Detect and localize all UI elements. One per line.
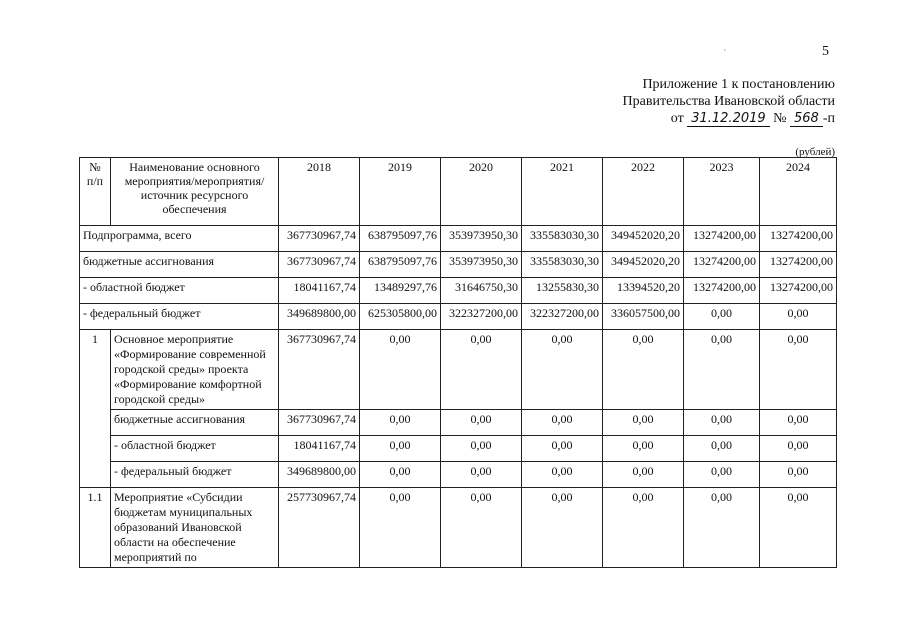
cell-value: 0,00 <box>522 488 603 568</box>
cell-value: 0,00 <box>603 462 684 488</box>
number-label: № <box>773 111 787 126</box>
cell-value: 367730967,74 <box>279 252 360 278</box>
row-label: - федеральный бюджет <box>111 462 279 488</box>
cell-value: 367730967,74 <box>279 226 360 252</box>
col-header-year: 2024 <box>760 158 837 226</box>
cell-value: 0,00 <box>360 462 441 488</box>
table-row <box>80 278 837 304</box>
cell-value: 13394520,20 <box>603 278 684 304</box>
cell-value: 367730967,74 <box>279 410 360 436</box>
budget-table <box>79 157 837 568</box>
header-line-2: Правительства Ивановской области <box>622 94 835 109</box>
row-index: 1 <box>80 330 111 488</box>
row-label: бюджетные ассигнования <box>80 252 279 278</box>
cell-value: 0,00 <box>603 488 684 568</box>
handwritten-number: 568 <box>790 112 823 127</box>
handwritten-date: 31.12.2019 <box>687 112 769 127</box>
cell-value: 31646750,30 <box>441 278 522 304</box>
cell-value: 257730967,74 <box>279 488 360 568</box>
from-label: от <box>670 111 684 126</box>
document-header <box>623 76 835 127</box>
row-label: бюджетные ассигнования <box>111 410 279 436</box>
cell-value: 13274200,00 <box>684 278 760 304</box>
cell-value: 335583030,30 <box>522 252 603 278</box>
cell-value: 0,00 <box>441 330 522 410</box>
cell-value: 0,00 <box>684 436 760 462</box>
cell-value: 0,00 <box>684 410 760 436</box>
cell-value: 0,00 <box>603 330 684 410</box>
cell-value: 0,00 <box>522 436 603 462</box>
cell-value: 13489297,76 <box>360 278 441 304</box>
cell-value: 349689800,00 <box>279 304 360 330</box>
cell-value: 625305800,00 <box>360 304 441 330</box>
cell-value: 0,00 <box>441 436 522 462</box>
cell-value: 0,00 <box>760 436 837 462</box>
cell-value: 13274200,00 <box>760 226 837 252</box>
number-suffix: -п <box>822 111 835 126</box>
cell-value: 13274200,00 <box>760 252 837 278</box>
cell-value: 13274200,00 <box>684 226 760 252</box>
cell-value: 0,00 <box>360 330 441 410</box>
cell-value: 353973950,30 <box>441 226 522 252</box>
cell-value: 336057500,00 <box>603 304 684 330</box>
cell-value: 13274200,00 <box>684 252 760 278</box>
cell-value: 638795097,76 <box>360 226 441 252</box>
table-row <box>80 488 837 568</box>
table-header-row <box>80 158 837 226</box>
cell-value: 0,00 <box>760 330 837 410</box>
cell-value: 18041167,74 <box>279 278 360 304</box>
cell-value: 0,00 <box>760 410 837 436</box>
col-header-year: 2020 <box>441 158 522 226</box>
row-label: Основное мероприятие «Формирование современной городской среды» проекта «Формирование комфортной городской среды» <box>111 330 279 410</box>
cell-value: 638795097,76 <box>360 252 441 278</box>
cell-value: 0,00 <box>522 462 603 488</box>
cell-value: 322327200,00 <box>522 304 603 330</box>
row-label: Мероприятие «Субсидии бюджетам муниципальных образований Ивановской области на обеспечение мероприятий по <box>111 488 279 568</box>
col-header-year: 2023 <box>684 158 760 226</box>
row-label: - областной бюджет <box>111 436 279 462</box>
cell-value: 0,00 <box>441 462 522 488</box>
cell-value: 18041167,74 <box>279 436 360 462</box>
scan-mark: ' <box>724 48 726 59</box>
col-header-index: № п/п <box>80 158 111 226</box>
cell-value: 0,00 <box>760 488 837 568</box>
table-row <box>80 462 837 488</box>
cell-value: 13255830,30 <box>522 278 603 304</box>
cell-value: 0,00 <box>360 410 441 436</box>
col-header-year: 2018 <box>279 158 360 226</box>
cell-value: 0,00 <box>360 488 441 568</box>
col-header-year: 2021 <box>522 158 603 226</box>
cell-value: 0,00 <box>760 304 837 330</box>
cell-value: 0,00 <box>603 436 684 462</box>
table-row <box>80 226 837 252</box>
table-row <box>80 252 837 278</box>
cell-value: 0,00 <box>441 488 522 568</box>
cell-value: 335583030,30 <box>522 226 603 252</box>
header-line-3 <box>623 110 835 127</box>
units-note: (рублей) <box>795 146 835 158</box>
cell-value: 349452020,20 <box>603 226 684 252</box>
cell-value: 0,00 <box>360 436 441 462</box>
cell-value: 0,00 <box>441 410 522 436</box>
cell-value: 0,00 <box>684 488 760 568</box>
cell-value: 353973950,30 <box>441 252 522 278</box>
row-label: Подпрограмма, всего <box>80 226 279 252</box>
row-label: - областной бюджет <box>80 278 279 304</box>
table-row <box>80 436 837 462</box>
col-header-year: 2022 <box>603 158 684 226</box>
cell-value: 0,00 <box>684 330 760 410</box>
cell-value: 349689800,00 <box>279 462 360 488</box>
cell-value: 367730967,74 <box>279 330 360 410</box>
page-number: 5 <box>822 44 829 59</box>
table-row <box>80 410 837 436</box>
table-row <box>80 330 837 410</box>
cell-value: 0,00 <box>684 462 760 488</box>
row-index: 1.1 <box>80 488 111 568</box>
col-header-name: Наименование основного мероприятия/мероприятия/ источник ресурсного обеспечения <box>111 158 279 226</box>
cell-value: 13274200,00 <box>760 278 837 304</box>
cell-value: 349452020,20 <box>603 252 684 278</box>
cell-value: 0,00 <box>522 330 603 410</box>
row-label: - федеральный бюджет <box>80 304 279 330</box>
cell-value: 0,00 <box>760 462 837 488</box>
cell-value: 0,00 <box>522 410 603 436</box>
header-line-1: Приложение 1 к постановлению <box>642 77 835 92</box>
cell-value: 322327200,00 <box>441 304 522 330</box>
cell-value: 0,00 <box>684 304 760 330</box>
col-header-year: 2019 <box>360 158 441 226</box>
table-row <box>80 304 837 330</box>
cell-value: 0,00 <box>603 410 684 436</box>
